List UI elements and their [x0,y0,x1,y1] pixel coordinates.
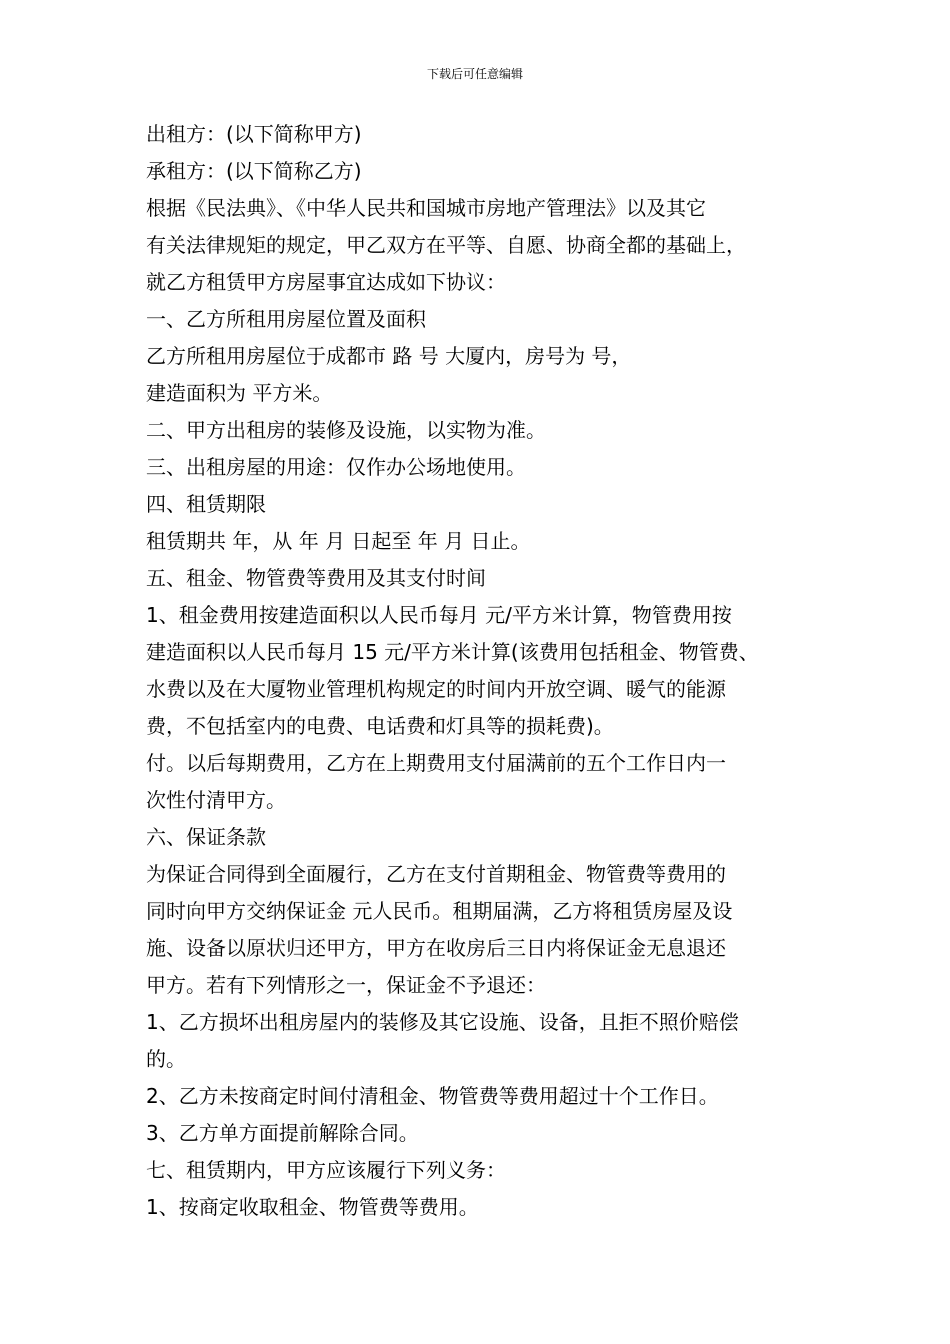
text-line: 甲方。若有下列情形之一，保证金不予退还： [146,973,546,997]
text-line: 承租方：(以下简称乙方) [146,159,362,183]
section-heading: 三、出租房屋的用途：仅作办公场地使用。 [146,455,526,479]
text-line: 为保证合同得到全面履行，乙方在支付首期租金、物管费等费用的 [146,862,726,886]
text-line: 建造面积为 平方米。 [146,381,333,405]
text-line: 付。以后每期费用，乙方在上期费用支付届满前的五个工作日内一 [146,751,726,775]
text-line: 施、设备以原状归还甲方，甲方在收房后三日内将保证金无息退还 [146,936,726,960]
text-line: 出租方：(以下简称甲方) [146,122,362,146]
text-line: 同时向甲方交纳保证金 元人民币。租期届满，乙方将租赁房屋及设 [146,899,733,923]
section-heading: 七、租赁期内，甲方应该履行下列义务： [146,1158,506,1182]
text-line: 建造面积以人民币每月 15 元/平方米计算(该费用包括租金、物管费、 [146,640,759,664]
text-line: 费，不包括室内的电费、电话费和灯具等的损耗费)。 [146,714,614,738]
section-heading: 四、租赁期限 [146,492,266,516]
text-line: 1、按商定收取租金、物管费等费用。 [146,1195,479,1219]
text-line: 有关法律规矩的规定，甲乙双方在平等、自愿、协商全都的基础上， [146,233,746,257]
document-body [146,116,836,1226]
page-header: 下载后可任意编辑 [426,67,523,81]
text-line: 水费以及在大厦物业管理机构规定的时间内开放空调、暖气的能源 [146,677,726,701]
section-heading: 二、甲方出租房的装修及设施，以实物为准。 [146,418,546,442]
text-line: 就乙方租赁甲方房屋事宜达成如下协议： [146,270,506,294]
text-line: 的。 [146,1047,186,1071]
text-line: 乙方所租用房屋位于成都市 路 号 大厦内，房号为 号， [146,344,632,368]
text-line: 1、租金费用按建造面积以人民币每月 元/平方米计算，物管费用按 [146,603,732,627]
section-heading: 五、租金、物管费等费用及其支付时间 [146,566,486,590]
text-line: 3、乙方单方面提前解除合同。 [146,1121,419,1145]
text-line: 1、乙方损坏出租房屋内的装修及其它设施、设备，且拒不照价赔偿 [146,1010,739,1034]
text-line: 2、乙方未按商定时间付清租金、物管费等费用超过十个工作日。 [146,1084,719,1108]
section-heading: 一、乙方所租用房屋位置及面积 [146,307,426,331]
text-line: 根据《民法典》、《中华人民共和国城市房地产管理法》以及其它 [146,196,706,220]
section-heading: 六、保证条款 [146,825,266,849]
text-line: 次性付清甲方。 [146,788,286,812]
text-line: 租赁期共 年，从 年 月 日起至 年 月 日止。 [146,529,531,553]
